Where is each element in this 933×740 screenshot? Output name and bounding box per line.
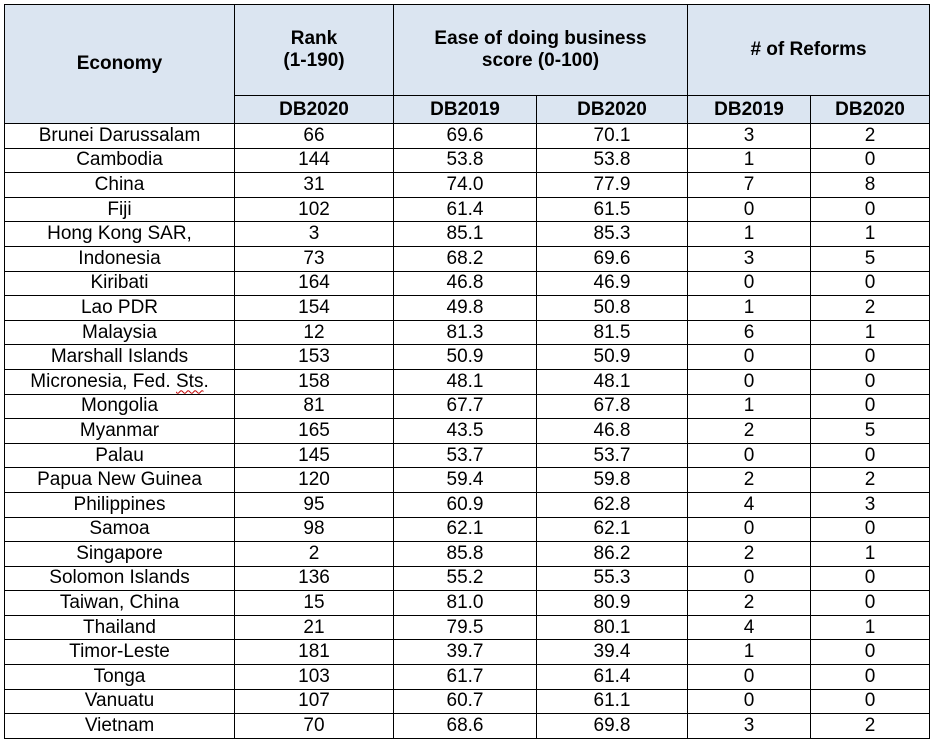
- cell-economy: Papua New Guinea: [5, 468, 235, 493]
- cell-reforms-2019: 0: [688, 566, 811, 591]
- cell-reforms-2020: 0: [811, 689, 930, 714]
- table-row: [5, 714, 930, 739]
- cell-reforms-2020: 0: [811, 394, 930, 419]
- subheader-score-db2020: DB2020: [537, 96, 688, 124]
- cell-reforms-2019: 6: [688, 320, 811, 345]
- cell-reforms-2020: 0: [811, 566, 930, 591]
- header-rank-line1: Rank: [290, 28, 338, 49]
- cell-economy: Philippines: [5, 492, 235, 517]
- cell-reforms-2020: 3: [811, 492, 930, 517]
- cell-reforms-2020: 2: [811, 124, 930, 149]
- cell-reforms-2020: 1: [811, 542, 930, 567]
- subheader-reforms-db2020: DB2020: [811, 96, 930, 124]
- cell-score-2019: 74.0: [394, 173, 537, 198]
- cell-reforms-2020: 2: [811, 714, 930, 739]
- cell-economy: Fiji: [5, 197, 235, 222]
- table-row: [5, 369, 930, 394]
- table-row: [5, 124, 930, 149]
- cell-reforms-2020: 0: [811, 345, 930, 370]
- table-row: [5, 443, 930, 468]
- cell-economy: Samoa: [5, 517, 235, 542]
- cell-score-2020: 85.3: [537, 222, 688, 247]
- table-row: [5, 566, 930, 591]
- cell-score-2019: 68.2: [394, 246, 537, 271]
- cell-reforms-2019: 1: [688, 148, 811, 173]
- cell-score-2020: 86.2: [537, 542, 688, 567]
- cell-reforms-2019: 1: [688, 296, 811, 321]
- cell-score-2019: 53.8: [394, 148, 537, 173]
- cell-rank: 81: [235, 394, 394, 419]
- economy-text-end: .: [203, 370, 209, 392]
- cell-reforms-2020: 0: [811, 640, 930, 665]
- header-economy: [5, 5, 235, 124]
- cell-score-2019: 60.9: [394, 492, 537, 517]
- cell-score-2020: 80.1: [537, 615, 688, 640]
- header-rank-line2: (1-190): [283, 50, 345, 71]
- cell-score-2019: 39.7: [394, 640, 537, 665]
- cell-reforms-2019: 0: [688, 197, 811, 222]
- table-row: [5, 640, 930, 665]
- header-economy-label: Economy: [76, 53, 163, 74]
- cell-rank: 73: [235, 246, 394, 271]
- cell-score-2020: 59.8: [537, 468, 688, 493]
- cell-reforms-2020: 5: [811, 246, 930, 271]
- cell-rank: 107: [235, 689, 394, 714]
- header-score: [394, 5, 688, 96]
- cell-reforms-2019: 2: [688, 591, 811, 616]
- cell-score-2020: 62.8: [537, 492, 688, 517]
- table-row: [5, 689, 930, 714]
- cell-score-2019: 59.4: [394, 468, 537, 493]
- cell-economy: Singapore: [5, 542, 235, 567]
- cell-reforms-2020: 2: [811, 296, 930, 321]
- cell-score-2019: 53.7: [394, 443, 537, 468]
- cell-reforms-2019: 0: [688, 369, 811, 394]
- cell-score-2020: 61.4: [537, 665, 688, 690]
- cell-reforms-2019: 1: [688, 640, 811, 665]
- cell-score-2020: 39.4: [537, 640, 688, 665]
- cell-economy: Vietnam: [5, 714, 235, 739]
- cell-economy: Myanmar: [5, 419, 235, 444]
- cell-reforms-2020: 0: [811, 271, 930, 296]
- cell-rank: 3: [235, 222, 394, 247]
- cell-economy: Malaysia: [5, 320, 235, 345]
- cell-reforms-2019: 4: [688, 615, 811, 640]
- cell-score-2020: 81.5: [537, 320, 688, 345]
- table-row: [5, 591, 930, 616]
- cell-economy: Brunei Darussalam: [5, 124, 235, 149]
- cell-score-2020: 70.1: [537, 124, 688, 149]
- cell-economy: [5, 369, 235, 394]
- cell-reforms-2020: 0: [811, 443, 930, 468]
- cell-reforms-2019: 3: [688, 246, 811, 271]
- cell-score-2020: 50.8: [537, 296, 688, 321]
- cell-reforms-2020: 8: [811, 173, 930, 198]
- table-row: [5, 173, 930, 198]
- cell-economy: Timor-Leste: [5, 640, 235, 665]
- cell-score-2020: 61.1: [537, 689, 688, 714]
- cell-reforms-2020: 0: [811, 148, 930, 173]
- cell-score-2020: 46.9: [537, 271, 688, 296]
- table-row: [5, 271, 930, 296]
- cell-rank: 21: [235, 615, 394, 640]
- cell-reforms-2020: 1: [811, 320, 930, 345]
- cell-reforms-2020: 0: [811, 591, 930, 616]
- cell-score-2019: 85.8: [394, 542, 537, 567]
- cell-rank: 120: [235, 468, 394, 493]
- table-row: [5, 665, 930, 690]
- cell-rank: 2: [235, 542, 394, 567]
- cell-rank: 144: [235, 148, 394, 173]
- cell-rank: 70: [235, 714, 394, 739]
- cell-reforms-2019: 3: [688, 124, 811, 149]
- cell-rank: 164: [235, 271, 394, 296]
- cell-reforms-2020: 1: [811, 615, 930, 640]
- cell-economy: Taiwan, China: [5, 591, 235, 616]
- cell-reforms-2020: 5: [811, 419, 930, 444]
- cell-economy: Kiribati: [5, 271, 235, 296]
- cell-rank: 154: [235, 296, 394, 321]
- cell-reforms-2019: 2: [688, 419, 811, 444]
- cell-score-2019: 81.3: [394, 320, 537, 345]
- header-rank: [235, 5, 394, 96]
- cell-score-2019: 43.5: [394, 419, 537, 444]
- cell-score-2020: 62.1: [537, 517, 688, 542]
- cell-reforms-2020: 0: [811, 517, 930, 542]
- cell-rank: 181: [235, 640, 394, 665]
- cell-reforms-2019: 0: [688, 271, 811, 296]
- cell-score-2019: 67.7: [394, 394, 537, 419]
- cell-score-2020: 77.9: [537, 173, 688, 198]
- cell-reforms-2019: 1: [688, 222, 811, 247]
- cell-economy: Palau: [5, 443, 235, 468]
- cell-score-2020: 50.9: [537, 345, 688, 370]
- cell-rank: 66: [235, 124, 394, 149]
- cell-reforms-2019: 1: [688, 394, 811, 419]
- cell-reforms-2020: 0: [811, 197, 930, 222]
- cell-economy: Marshall Islands: [5, 345, 235, 370]
- cell-reforms-2020: 0: [811, 665, 930, 690]
- cell-score-2019: 60.7: [394, 689, 537, 714]
- table-row: [5, 148, 930, 173]
- cell-rank: 98: [235, 517, 394, 542]
- cell-rank: 103: [235, 665, 394, 690]
- table-row: [5, 419, 930, 444]
- header-score-line1: Ease of doing business: [434, 28, 647, 49]
- cell-score-2020: 80.9: [537, 591, 688, 616]
- cell-rank: 136: [235, 566, 394, 591]
- cell-score-2019: 79.5: [394, 615, 537, 640]
- cell-score-2019: 49.8: [394, 296, 537, 321]
- subheader-reforms-db2019: DB2019: [688, 96, 811, 124]
- cell-reforms-2020: 1: [811, 222, 930, 247]
- cell-reforms-2019: 2: [688, 468, 811, 493]
- table-row: [5, 345, 930, 370]
- header-reforms: [688, 5, 930, 96]
- cell-reforms-2019: 0: [688, 443, 811, 468]
- cell-economy: Thailand: [5, 615, 235, 640]
- header-score-line2: score (0-100): [481, 50, 600, 71]
- cell-reforms-2020: 0: [811, 369, 930, 394]
- table-row: [5, 197, 930, 222]
- cell-rank: 15: [235, 591, 394, 616]
- cell-rank: 102: [235, 197, 394, 222]
- cell-reforms-2019: 0: [688, 689, 811, 714]
- cell-score-2019: 81.0: [394, 591, 537, 616]
- cell-score-2020: 61.5: [537, 197, 688, 222]
- cell-reforms-2019: 4: [688, 492, 811, 517]
- cell-score-2019: 68.6: [394, 714, 537, 739]
- cell-economy: China: [5, 173, 235, 198]
- spellcheck-underlined-text: Sts: [176, 370, 204, 392]
- cell-economy: Lao PDR: [5, 296, 235, 321]
- cell-score-2020: 48.1: [537, 369, 688, 394]
- cell-reforms-2019: 2: [688, 542, 811, 567]
- subheader-score-db2019: DB2019: [394, 96, 537, 124]
- cell-score-2019: 85.1: [394, 222, 537, 247]
- table-row: [5, 615, 930, 640]
- cell-reforms-2019: 0: [688, 517, 811, 542]
- table-row: [5, 320, 930, 345]
- cell-score-2019: 46.8: [394, 271, 537, 296]
- cell-economy: Tonga: [5, 665, 235, 690]
- table-row: [5, 542, 930, 567]
- cell-score-2019: 50.9: [394, 345, 537, 370]
- cell-economy: Hong Kong SAR,: [5, 222, 235, 247]
- table-row: [5, 394, 930, 419]
- header-reforms-label: # of Reforms: [750, 39, 867, 60]
- table-row: [5, 492, 930, 517]
- table-row: [5, 296, 930, 321]
- cell-rank: 158: [235, 369, 394, 394]
- cell-economy: Indonesia: [5, 246, 235, 271]
- cell-score-2020: 46.8: [537, 419, 688, 444]
- cell-rank: 31: [235, 173, 394, 198]
- cell-score-2019: 61.7: [394, 665, 537, 690]
- cell-score-2020: 69.6: [537, 246, 688, 271]
- doing-business-table: [4, 4, 930, 739]
- cell-score-2019: 62.1: [394, 517, 537, 542]
- cell-rank: 153: [235, 345, 394, 370]
- cell-reforms-2019: 7: [688, 173, 811, 198]
- cell-reforms-2020: 2: [811, 468, 930, 493]
- cell-score-2019: 55.2: [394, 566, 537, 591]
- table-row: [5, 222, 930, 247]
- table-row: [5, 468, 930, 493]
- table-row: [5, 246, 930, 271]
- economy-text: Micronesia, Fed.: [30, 370, 176, 392]
- cell-rank: 165: [235, 419, 394, 444]
- table-row: [5, 517, 930, 542]
- cell-score-2020: 69.8: [537, 714, 688, 739]
- cell-score-2020: 53.8: [537, 148, 688, 173]
- cell-score-2019: 69.6: [394, 124, 537, 149]
- cell-economy: Vanuatu: [5, 689, 235, 714]
- cell-economy: Cambodia: [5, 148, 235, 173]
- cell-reforms-2019: 0: [688, 345, 811, 370]
- cell-score-2020: 55.3: [537, 566, 688, 591]
- cell-reforms-2019: 0: [688, 665, 811, 690]
- subheader-rank-db2020: DB2020: [235, 96, 394, 124]
- cell-score-2019: 48.1: [394, 369, 537, 394]
- cell-economy: Solomon Islands: [5, 566, 235, 591]
- cell-score-2020: 53.7: [537, 443, 688, 468]
- cell-rank: 12: [235, 320, 394, 345]
- cell-reforms-2019: 3: [688, 714, 811, 739]
- cell-rank: 95: [235, 492, 394, 517]
- cell-score-2019: 61.4: [394, 197, 537, 222]
- cell-rank: 145: [235, 443, 394, 468]
- cell-score-2020: 67.8: [537, 394, 688, 419]
- cell-economy: Mongolia: [5, 394, 235, 419]
